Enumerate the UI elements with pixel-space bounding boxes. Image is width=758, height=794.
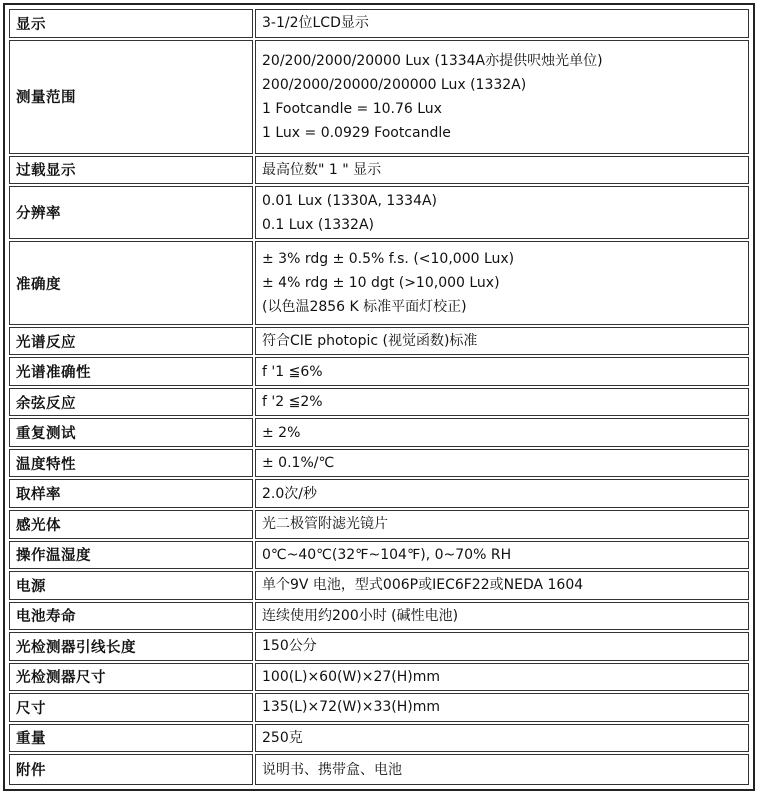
spec-value [255,9,749,38]
spec-row [9,663,749,692]
spec-value [255,693,749,722]
spec-value-line: ± 2% [262,424,301,441]
spec-label: 显示 [9,9,253,38]
spec-value [255,724,749,753]
spec-row [9,602,749,631]
spec-value [255,241,749,325]
spec-value [255,754,749,785]
spec-row [9,186,749,239]
spec-value [255,632,749,661]
spec-value-line: 20/200/2000/20000 Lux (1334A亦提供呎烛光单位) [262,52,603,69]
spec-row [9,724,749,753]
spec-value-line: f '1 ≦6% [262,363,323,380]
spec-value-line: (以色温2856 K 标准平面灯校正) [262,299,467,315]
spec-label: 重量 [9,724,253,753]
spec-value-line: 135(L)×72(W)×33(H)mm [262,699,441,716]
spec-row [9,449,749,478]
spec-table-frame [3,3,755,791]
spec-value-line: 150公分 [262,638,317,655]
spec-value [255,571,749,600]
spec-value [255,449,749,478]
spec-value [255,510,749,539]
spec-value [255,186,749,239]
spec-value-line: ± 3% rdg ± 0.5% f.s. (<10,000 Lux) [262,251,515,267]
spec-value-line: f '2 ≦2% [262,394,323,411]
spec-value-line: 说明书、携带盒、电池 [262,761,402,778]
spec-value [255,40,749,154]
spec-value-line: 光二极管附滤光镜片 [262,516,388,533]
spec-value-line: 2.0次/秒 [262,485,317,502]
spec-value [255,479,749,508]
spec-value-line: 最高位数" 1 " 显示 [262,161,382,178]
spec-value-line: 1 Lux = 0.0929 Footcandle [262,124,451,141]
spec-value-line: 符合CIE photopic (视觉函数)标准 [262,333,478,350]
spec-row [9,241,749,325]
spec-row [9,510,749,539]
spec-label: 取样率 [9,479,253,508]
spec-label: 温度特性 [9,449,253,478]
spec-value-line: 250克 [262,729,303,746]
spec-value-line: 0℃~40℃(32℉~104℉), 0~70% RH [262,546,512,563]
spec-row [9,388,749,417]
spec-label: 电源 [9,571,253,600]
spec-label: 测量范围 [9,40,253,154]
spec-label: 分辨率 [9,186,253,239]
spec-row [9,541,749,570]
spec-label: 操作温湿度 [9,541,253,570]
spec-label: 光谱反应 [9,327,253,356]
spec-value [255,602,749,631]
spec-value-line: ± 0.1%/℃ [262,455,335,472]
spec-label: 附件 [9,754,253,785]
spec-value [255,663,749,692]
spec-value-line: 连续使用约200小时 (碱性电池) [262,607,459,624]
spec-value [255,541,749,570]
spec-row [9,571,749,600]
spec-value-line: 1 Footcandle = 10.76 Lux [262,100,442,117]
spec-value-line: 3-1/2位LCD显示 [262,15,369,32]
spec-row [9,40,749,154]
spec-row [9,632,749,661]
spec-value-line: 100(L)×60(W)×27(H)mm [262,668,441,685]
spec-row [9,156,749,185]
spec-table [7,7,751,787]
spec-value-line: ± 4% rdg ± 10 dgt (>10,000 Lux) [262,275,500,291]
spec-row [9,479,749,508]
spec-label: 准确度 [9,241,253,325]
spec-row [9,418,749,447]
spec-row [9,693,749,722]
spec-value [255,327,749,356]
spec-label: 重复测试 [9,418,253,447]
spec-row [9,327,749,356]
spec-label: 光谱准确性 [9,357,253,386]
spec-value-line: 单个9V 电池，型式006P或IEC6F22或NEDA 1604 [262,577,584,594]
spec-value [255,156,749,185]
spec-value [255,388,749,417]
spec-label: 电池寿命 [9,602,253,631]
spec-label: 感光体 [9,510,253,539]
spec-row [9,9,749,38]
spec-row [9,357,749,386]
spec-value-line: 0.01 Lux (1330A, 1334A) [262,192,438,209]
spec-label: 过载显示 [9,156,253,185]
spec-value-line: 200/2000/20000/200000 Lux (1332A) [262,76,527,93]
spec-value [255,357,749,386]
spec-value-line: 0.1 Lux (1332A) [262,216,375,233]
spec-label: 尺寸 [9,693,253,722]
spec-label: 余弦反应 [9,388,253,417]
spec-table-body [9,9,749,785]
spec-label: 光检测器尺寸 [9,663,253,692]
spec-value [255,418,749,447]
spec-label: 光检测器引线长度 [9,632,253,661]
spec-row [9,754,749,785]
